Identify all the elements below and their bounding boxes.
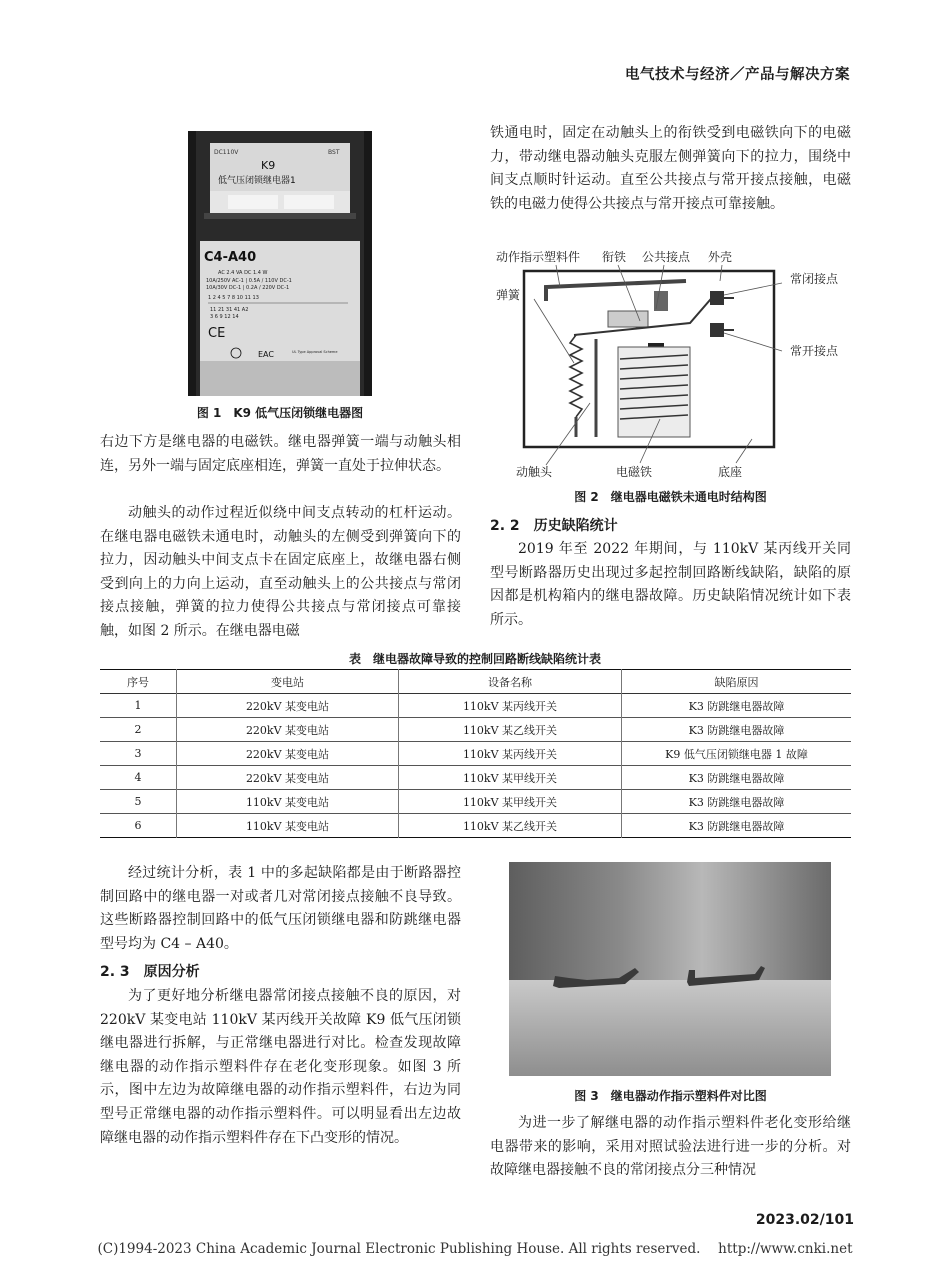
cell-equipment: 110kV 某丙线开关 — [399, 742, 622, 766]
table-row — [100, 766, 851, 790]
relay-structure-diagram — [490, 243, 851, 483]
relay-photo-drawing — [188, 131, 372, 396]
figure2-caption: 图 2 继电器电磁铁未通电时结构图 — [574, 490, 767, 504]
photo-specs1: AC 2.4 VA DC 1.4 W — [218, 270, 268, 276]
section-2-3-heading: 2. 3 原因分析 — [100, 964, 200, 980]
cell-cause: K9 低气压闭锁继电器 1 故障 — [622, 742, 852, 766]
page-number: 2023.02/101 — [755, 1212, 854, 1228]
relay-photo — [188, 131, 372, 396]
label-moving-contact: 动触头 — [516, 465, 553, 479]
photo-label-k9: K9 — [261, 159, 276, 172]
cell-substation: 220kV 某变电站 — [177, 718, 399, 742]
plastic-part-comparison-photo — [509, 862, 831, 1076]
left-paragraph-2: 动触头的动作过程近似绕中间支点转动的杠杆运动。在继电器电磁铁未通电时，动触头的左侧受到弹簧向下的拉力，因动触头中间支点卡在固定底座上，故继电器右侧受到向上的力向上运动，直至动触头上的公共接点与常闭接点接触，弹簧的拉力使得公共接点与常闭接点可靠接触，如图 2 所示。在继电器电磁 — [100, 505, 461, 639]
left-paragraph-1: 右边下方是继电器的电磁铁。继电器弹簧一端与动触头相连，另外一端与固定底座相连，弹簧一直处于拉伸状态。 — [100, 434, 461, 474]
figure1-caption: 图 1 K9 低气压闭锁继电器图 — [196, 406, 364, 420]
photo-model: C4-A40 — [204, 250, 257, 265]
label-nc-contact: 常闭接点 — [790, 272, 839, 286]
cell-substation: 220kV 某变电站 — [177, 766, 399, 790]
cell-cause: K3 防跳继电器故障 — [622, 766, 852, 790]
label-shell: 外壳 — [708, 250, 733, 264]
cell-equipment: 110kV 某乙线开关 — [399, 718, 622, 742]
cell-index: 6 — [134, 819, 142, 832]
cell-equipment: 110kV 某甲线开关 — [399, 790, 622, 814]
col-header-substation: 变电站 — [177, 670, 399, 694]
cell-equipment: 110kV 某甲线开关 — [399, 766, 622, 790]
cell-index: 4 — [134, 771, 142, 784]
comparison-photo-drawing — [509, 862, 831, 1076]
lower-right-paragraph: 为进一步了解继电器的动作指示塑料件老化变形给继电器带来的影响，采用对照试验法进行进一步的分析。对故障继电器接触不良的常闭接点分三种情况 — [490, 1115, 851, 1179]
cell-equipment: 110kV 某丙线开关 — [399, 694, 622, 718]
cell-substation: 110kV 某变电站 — [177, 814, 399, 838]
cell-cause: K3 防跳继电器故障 — [622, 694, 852, 718]
label-no-contact: 常开接点 — [790, 344, 839, 358]
cell-index: 2 — [134, 723, 142, 736]
section-2-2-heading: 2. 2 历史缺陷统计 — [490, 518, 618, 534]
right-paragraph-1: 铁通电时，固定在动触头上的衔铁受到电磁铁向下的电磁力，带动继电器动触头克服左侧弹簧向下的拉力，围绕中间支点顺时针运动。直至公共接点与常开接点接触，电磁铁的电磁力使得公共接点与常开接点可靠接触。 — [490, 125, 851, 212]
cell-cause: K3 防跳继电器故障 — [622, 790, 852, 814]
photo-pins2: 11 21 31 41 A2 — [210, 307, 249, 313]
structure-diagram-svg — [490, 243, 851, 483]
cell-substation: 220kV 某变电站 — [177, 742, 399, 766]
cell-substation: 220kV 某变电站 — [177, 694, 399, 718]
table-row — [100, 814, 851, 838]
photo-specs3: 10A/30V DC-1 | 0.2A / 220V DC-1 — [206, 285, 290, 291]
label-base: 底座 — [718, 465, 743, 479]
cell-index: 1 — [134, 699, 142, 712]
lower-left-paragraph-1: 经过统计分析，表 1 中的多起缺陷都是由于断路器控制回路中的继电器一对或者几对常闭接点接触不良导致。这些断路器控制回路中的低气压闭锁继电器和防跳继电器型号均为 C4 – A40。 — [100, 865, 461, 952]
photo-pins1: 1 2 4 5 7 8 10 11 13 — [208, 295, 259, 301]
cell-equipment: 110kV 某乙线开关 — [399, 814, 622, 838]
table-row — [100, 790, 851, 814]
label-armature: 衔铁 — [602, 250, 627, 264]
table-row — [100, 718, 851, 742]
photo-top-tag: DC110V — [214, 149, 239, 156]
cell-cause: K3 防跳继电器故障 — [622, 718, 852, 742]
lower-left-paragraph-2: 为了更好地分析继电器常闭接点接触不良的原因，对 220kV 某变电站 110kV 某丙线开关故障 K9 低气压闭锁继电器进行拆解，与正常继电器进行对比。检查发现故障继电器的动作指示塑料件存在老化变形现象。如图 3 所示，图中左边为故障继电器的动作指示塑料件，右边为同型号正常继电器的动作指示塑料件。可以明显看出左边故障继电器的动作指示塑料件存在下凸变形的情况。 — [100, 988, 461, 1146]
copyright-line: (C)1994-2023 China Academic Journal Electronic Publishing House. All rights reserved. http://www.cnki.net — [97, 1241, 853, 1257]
table-header-row — [100, 670, 851, 694]
photo-ce-mark: CE — [208, 326, 226, 341]
photo-ul: UL Type Approval Scheme — [292, 350, 338, 354]
cell-cause: K3 防跳继电器故障 — [622, 814, 852, 838]
figure3-caption: 图 3 继电器动作指示塑料件对比图 — [574, 1089, 767, 1103]
col-header-index: 序号 — [127, 675, 149, 689]
cell-index: 3 — [134, 747, 142, 760]
section-2-2-paragraph: 2019 年至 2022 年期间，与 110kV 某丙线开关同型号断路器历史出现过多起控制回路断线缺陷，缺陷的原因都是机构箱内的继电器故障。历史缺陷情况统计如下表所示。 — [490, 541, 851, 628]
table-row — [100, 742, 851, 766]
cell-substation: 110kV 某变电站 — [177, 790, 399, 814]
table-row — [100, 694, 851, 718]
label-spring: 弹簧 — [496, 288, 521, 302]
photo-top-tag-right: BST — [328, 149, 340, 156]
cell-index: 5 — [134, 795, 142, 808]
photo-specs2: 10A/250V AC-1 | 0.5A / 110V DC-1 — [206, 278, 292, 284]
label-common-contact: 公共接点 — [642, 250, 691, 264]
label-indicator: 动作指示塑料件 — [496, 250, 581, 264]
table-title: 表 继电器故障导致的控制回路断线缺陷统计表 — [348, 652, 601, 666]
running-header: 电气技术与经济／产品与解决方案 — [625, 67, 850, 83]
defect-stats-table — [100, 669, 851, 838]
photo-eac-mark: EAC — [258, 350, 274, 359]
label-magnet: 电磁铁 — [616, 465, 653, 479]
photo-label-name: 低气压闭锁继电器1 — [218, 176, 296, 186]
col-header-cause: 缺陷原因 — [622, 670, 852, 694]
col-header-equipment: 设备名称 — [399, 670, 622, 694]
photo-pins3: 3 6 9 12 14 — [210, 314, 239, 320]
